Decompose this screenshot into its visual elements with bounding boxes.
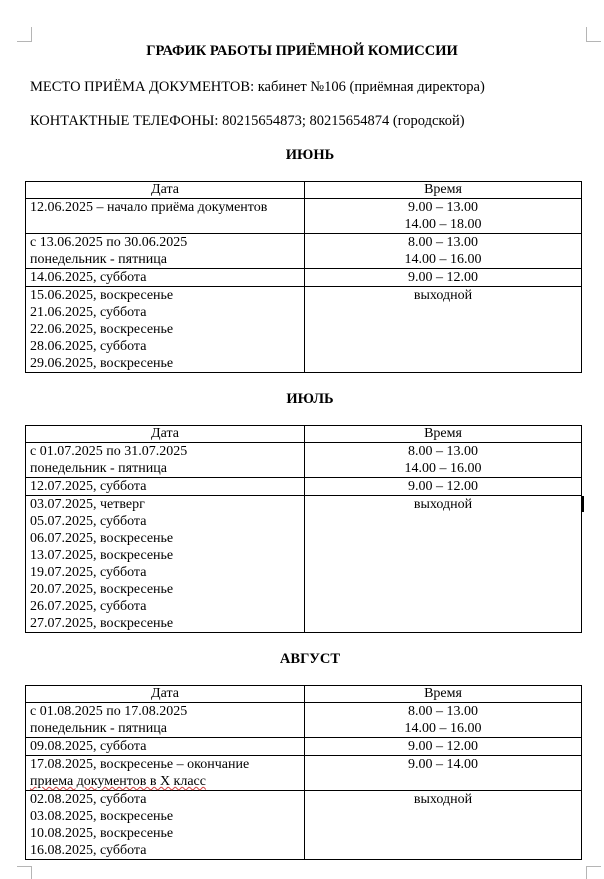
date-cell: [26, 443, 305, 478]
date-line: 03.07.2025, четверг: [30, 497, 145, 512]
date-line: 20.07.2025, воскресенье: [30, 582, 174, 597]
table-row: [26, 269, 582, 287]
time-line: 8.00 – 13.00: [408, 444, 478, 459]
date-line: понедельник - пятница: [30, 252, 167, 267]
table-row: [26, 496, 582, 633]
time-line: 9.00 – 14.00: [408, 757, 478, 772]
location-line: МЕСТО ПРИЁМА ДОКУМЕНТОВ: кабинет №106 (приёмная директора): [30, 79, 485, 95]
time-cell: [305, 443, 582, 478]
date-cell: [26, 199, 305, 234]
month-heading-july: ИЮЛЬ: [286, 391, 334, 407]
date-line: 26.07.2025, суббота: [30, 599, 147, 614]
time-cell: [305, 199, 582, 234]
table-header-row: [26, 686, 582, 703]
time-line: 14.00 – 16.00: [404, 721, 482, 736]
time-column-header: Время: [305, 686, 582, 703]
time-cell: [305, 478, 582, 496]
date-line: 22.06.2025, воскресенье: [30, 322, 174, 337]
table-row: [26, 287, 582, 373]
time-cell: [305, 496, 582, 633]
date-cell: [26, 234, 305, 269]
date-line: 12.07.2025, суббота: [30, 479, 147, 494]
time-line: 14.00 – 16.00: [404, 252, 482, 267]
date-line: понедельник - пятница: [30, 461, 167, 476]
month-heading-august: АВГУСТ: [279, 651, 341, 667]
time-line: выходной: [413, 792, 473, 807]
table-header-row: [26, 426, 582, 443]
date-line: 02.08.2025, суббота: [30, 792, 147, 807]
date-line: 16.08.2025, суббота: [30, 843, 147, 858]
time-line: 9.00 – 12.00: [408, 270, 478, 285]
table-row: [26, 478, 582, 496]
date-cell: [26, 269, 305, 287]
date-line: 10.08.2025, воскресенье: [30, 826, 174, 841]
schedule-table-july: [25, 425, 582, 633]
date-line: 13.07.2025, воскресенье: [30, 548, 174, 563]
date-column-header: Дата: [26, 426, 305, 443]
date-cell: [26, 738, 305, 756]
time-line: выходной: [413, 497, 473, 512]
page-corner-marker: [586, 27, 601, 42]
page-corner-marker: [586, 866, 601, 879]
schedule-table-august: [25, 685, 582, 860]
table-header-row: [26, 182, 582, 199]
table-row: [26, 443, 582, 478]
time-cell: [305, 269, 582, 287]
time-line: 9.00 – 12.00: [408, 739, 478, 754]
month-heading-june: ИЮНЬ: [285, 147, 335, 163]
table-row: [26, 199, 582, 234]
table-row: [26, 738, 582, 756]
time-line: 8.00 – 13.00: [408, 235, 478, 250]
date-cell: [26, 287, 305, 373]
schedule-table-june: [25, 181, 582, 373]
table-row: [26, 703, 582, 738]
date-line: 21.06.2025, суббота: [30, 305, 147, 320]
date-line: 06.07.2025, воскресенье: [30, 531, 174, 546]
date-line: 27.07.2025, воскресенье: [30, 616, 174, 631]
table-row: [26, 756, 582, 791]
time-line: 8.00 – 13.00: [408, 704, 478, 719]
time-line: 9.00 – 13.00: [408, 200, 478, 215]
date-cell: [26, 478, 305, 496]
date-line: 12.06.2025 – начало приёма документов: [30, 200, 268, 215]
time-cell: [305, 756, 582, 791]
time-cell: [305, 791, 582, 860]
date-line: 28.06.2025, суббота: [30, 339, 147, 354]
time-cell: [305, 234, 582, 269]
date-column-header: Дата: [26, 182, 305, 199]
date-cell: [26, 496, 305, 633]
date-line: 29.06.2025, воскресенье: [30, 356, 174, 371]
time-line: 14.00 – 16.00: [404, 461, 482, 476]
table-row: [26, 791, 582, 860]
date-line: приема документов в X класс: [30, 774, 206, 789]
time-column-header: Время: [305, 426, 582, 443]
date-line: 05.07.2025, суббота: [30, 514, 147, 529]
date-line: 19.07.2025, суббота: [30, 565, 147, 580]
date-cell: [26, 791, 305, 860]
date-line: с 13.06.2025 по 30.06.2025: [30, 235, 188, 250]
time-column-header: Время: [305, 182, 582, 199]
date-cell: [26, 756, 305, 791]
text-cursor: [582, 496, 584, 512]
date-line: 03.08.2025, воскресенье: [30, 809, 174, 824]
phones-line: КОНТАКТНЫЕ ТЕЛЕФОНЫ: 80215654873; 80215654874 (городской): [30, 113, 465, 129]
table-row: [26, 234, 582, 269]
date-line: 15.06.2025, воскресенье: [30, 288, 174, 303]
document-title: ГРАФИК РАБОТЫ ПРИЁМНОЙ КОМИССИИ: [146, 43, 458, 59]
page-corner-marker: [17, 866, 32, 879]
date-line: 17.08.2025, воскресенье – окончание: [30, 757, 250, 772]
time-line: выходной: [413, 288, 473, 303]
time-line: 14.00 – 18.00: [404, 217, 482, 232]
time-cell: [305, 703, 582, 738]
date-line: понедельник - пятница: [30, 721, 167, 736]
time-line: 9.00 – 12.00: [408, 479, 478, 494]
date-column-header: Дата: [26, 686, 305, 703]
date-line: 14.06.2025, суббота: [30, 270, 147, 285]
time-cell: [305, 738, 582, 756]
date-line: с 01.07.2025 по 31.07.2025: [30, 444, 188, 459]
time-cell: [305, 287, 582, 373]
date-line: с 01.08.2025 по 17.08.2025: [30, 704, 188, 719]
page-corner-marker: [17, 27, 32, 42]
date-line: 09.08.2025, суббота: [30, 739, 147, 754]
date-cell: [26, 703, 305, 738]
